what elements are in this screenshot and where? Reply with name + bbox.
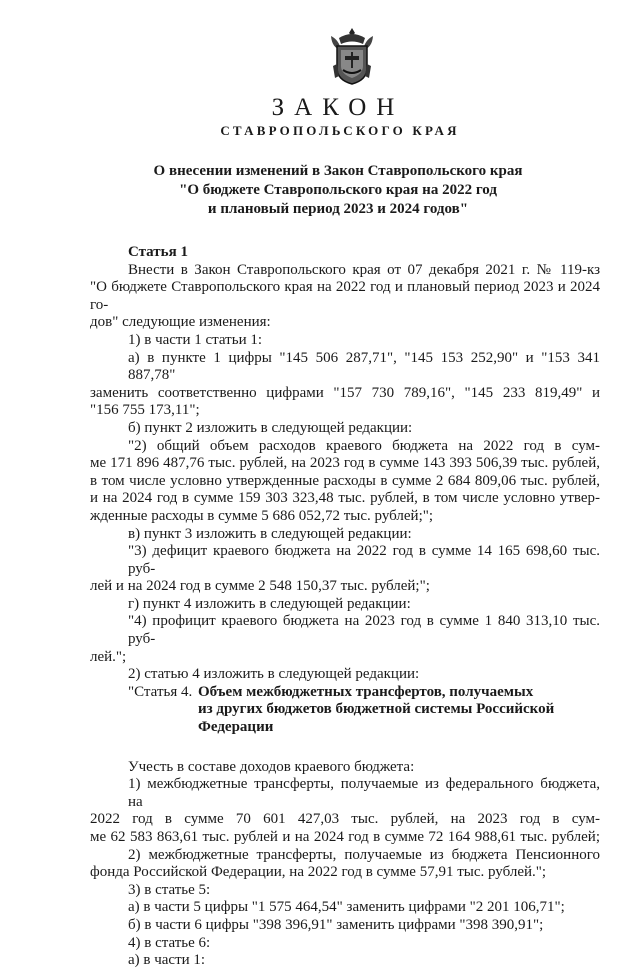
text-line: лей."; xyxy=(90,648,127,665)
text-line: б) пункт 2 изложить в следующей редакции: xyxy=(128,419,413,436)
text-line: ме 171 896 487,76 тыс. рублей, на 2023 год в сумме 143 393 506,39 тыс. рублей, xyxy=(90,455,600,472)
text-line: б) в части 6 цифры "398 396,91" заменить цифрами "398 390,91"; xyxy=(128,916,544,933)
text-line: и на 2024 год в сумме 159 303 323,48 тыс. рублей, в том числе условно утвер- xyxy=(90,490,600,507)
text-line: 1) межбюджетные трансферты, получаемые из федерального бюджета, на xyxy=(128,776,600,810)
article-4-title-line: из других бюджетов бюджетной системы Российской xyxy=(198,701,555,718)
text-line: жденные расходы в сумме 5 686 052,72 тыс. рублей;"; xyxy=(90,507,434,524)
heading-line: "О бюджете Ставропольского края на 2022 год xyxy=(179,182,497,198)
text-line: фонда Российской Федерации, на 2022 год в сумме 57,91 тыс. рублей."; xyxy=(90,864,547,881)
text-line: 2022 год в сумме 70 601 427,03 тыс. рублей, на 2023 год в сум- xyxy=(90,811,600,828)
text-line: 3) в статье 5: xyxy=(128,881,211,898)
text-line: 2) межбюджетные трансферты, получаемые из бюджета Пенсионного xyxy=(128,846,600,863)
text-line: лей и на 2024 год в сумме 2 548 150,37 тыс. рублей;"; xyxy=(90,578,430,595)
text-line: Учесть в составе доходов краевого бюджета: xyxy=(128,758,415,775)
text-line: "4) профицит краевого бюджета на 2023 год в сумме 1 840 313,10 тыс. руб- xyxy=(128,613,600,648)
article-4-label: "Статья 4. xyxy=(128,683,193,700)
heading-line: О внесении изменений в Закон Ставропольского края xyxy=(153,163,523,179)
text-line: Внести в Закон Ставропольского края от 07 декабря 2021 г. № 119-кз xyxy=(128,261,600,278)
text-line: г) пункт 4 изложить в следующей редакции: xyxy=(128,595,411,612)
text-line: ме 62 583 863,61 тыс. рублей и на 2024 год в сумме 72 164 988,61 тыс. рублей; xyxy=(90,829,600,845)
text-line: а) в пункте 1 цифры "145 506 287,71", "145 153 252,90" и "153 341 887,78" xyxy=(128,349,600,384)
document-body xyxy=(90,244,600,970)
text-line: 1) в части 1 статьи 1: xyxy=(128,331,263,348)
article-4-title xyxy=(198,684,554,737)
document-title: ЗАКОН xyxy=(271,94,405,121)
spacer xyxy=(90,737,600,759)
text-line: "3) дефицит краевого бюджета на 2022 год в сумме 14 165 698,60 тыс. руб- xyxy=(128,543,600,577)
text-line: а) в части 5 цифры "1 575 464,54" заменить цифрами "2 201 106,71"; xyxy=(128,899,565,916)
heading-line: и плановый период 2023 и 2024 годов" xyxy=(207,201,469,217)
text-line: дов" следующие изменения: xyxy=(90,314,271,331)
article-1-title: Статья 1 xyxy=(128,244,188,260)
article-4-block xyxy=(90,684,600,737)
text-line: 4) в статье 6: xyxy=(128,934,211,951)
article-4-title-line: Объем межбюджетных трансфертов, получаемых xyxy=(198,683,534,700)
text-line: в) пункт 3 изложить в следующей редакции: xyxy=(128,525,412,542)
document-subtitle: СТАВРОПОЛЬСКОГО КРАЯ xyxy=(220,123,460,138)
text-line: "О бюджете Ставропольского края на 2022 год и плановый период 2023 и 2024 го- xyxy=(90,279,600,313)
law-heading xyxy=(0,162,640,219)
text-line: "156 755 173,11"; xyxy=(90,402,200,419)
coat-of-arms-icon xyxy=(327,26,377,86)
text-line: "2) общий объем расходов краевого бюджета на 2022 год в сум- xyxy=(128,437,600,454)
article-4-title-line: Федерации xyxy=(198,719,274,736)
text-line: в том числе условно утвержденные расходы в сумме 2 684 809,06 тыс. рублей, xyxy=(90,472,600,489)
text-line: 2) статью 4 изложить в следующей редакции: xyxy=(128,666,420,683)
text-line: заменить соответственно цифрами "157 730 789,16", "145 233 819,49" и xyxy=(90,384,600,401)
text-line: а) в части 1: xyxy=(128,952,206,969)
